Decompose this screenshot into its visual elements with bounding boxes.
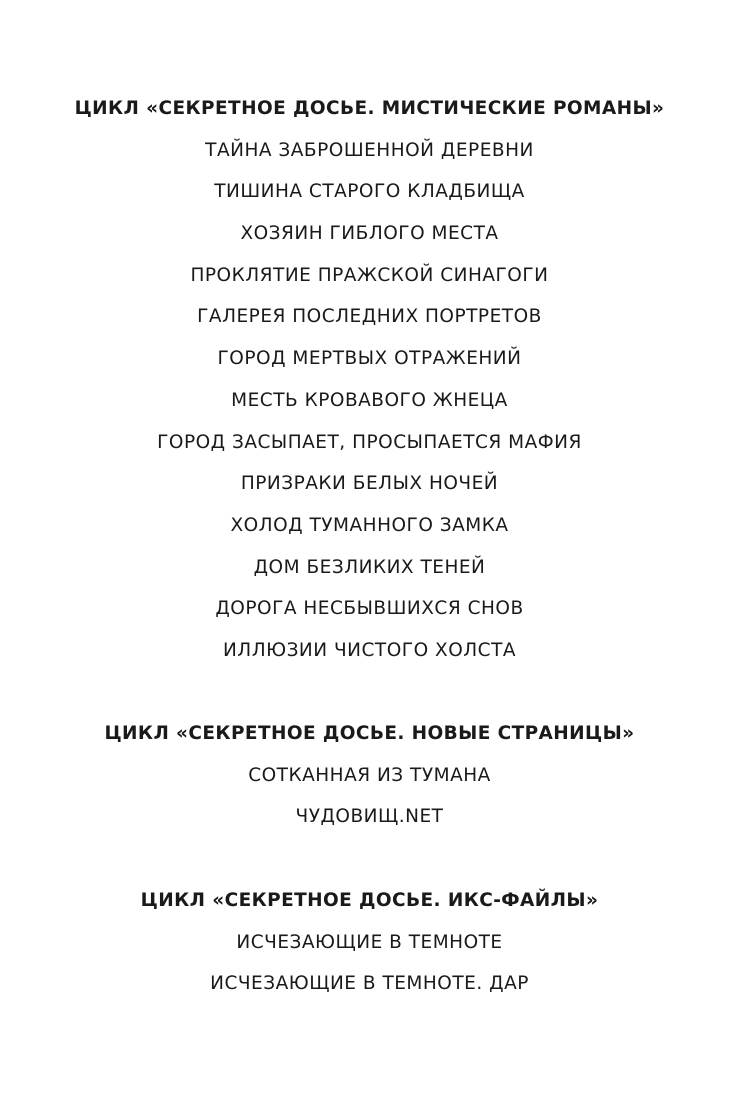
series-title: ЦИКЛ «СЕКРЕТНОЕ ДОСЬЕ. МИСТИЧЕСКИЕ РОМАНЫ» [74,98,665,119]
book-title: ИЛЛЮЗИИ ЧИСТОГО ХОЛСТА [222,639,517,661]
series-section-mystic-novels [0,95,739,665]
book-list [0,929,739,999]
series-title: ЦИКЛ «СЕКРЕТНОЕ ДОСЬЕ. ИКС-ФАЙЛЫ» [140,890,599,911]
book-title: ХОЗЯИН ГИБЛОГО МЕСТА [240,223,499,245]
book-title: ИСЧЕЗАЮЩИЕ В ТЕМНОТЕ. ДАР [210,973,529,995]
book-title: ИСЧЕЗАЮЩИЕ В ТЕМНОТЕ [236,931,503,953]
book-title: ГАЛЕРЕЯ ПОСЛЕДНИХ ПОРТРЕТОВ [197,306,542,328]
series-section-new-pages [0,720,739,831]
book-title: ПРОКЛЯТИЕ ПРАЖСКОЙ СИНАГОГИ [190,264,549,286]
book-title: ГОРОД ЗАСЫПАЕТ, ПРОСЫПАЕТСЯ МАФИЯ [157,431,582,453]
series-title: ЦИКЛ «СЕКРЕТНОЕ ДОСЬЕ. НОВЫЕ СТРАНИЦЫ» [104,723,635,744]
book-title: СОТКАННАЯ ИЗ ТУМАНА [248,764,491,786]
book-title: ПРИЗРАКИ БЕЛЫХ НОЧЕЙ [240,473,499,495]
book-list [0,137,739,665]
book-title: ГОРОД МЕРТВЫХ ОТРАЖЕНИЙ [217,348,522,370]
book-title: МЕСТЬ КРОВАВОГО ЖНЕЦА [231,389,508,411]
book-title: ТИШИНА СТАРОГО КЛАДБИЩА [214,181,525,203]
book-title: ЧУДОВИЩ.NET [295,806,444,828]
book-title: ТАЙНА ЗАБРОШЕННОЙ ДЕРЕВНИ [205,139,534,161]
book-title: ДОРОГА НЕСБЫВШИХСЯ СНОВ [215,598,524,620]
book-list [0,762,739,832]
book-title: ДОМ БЕЗЛИКИХ ТЕНЕЙ [253,556,486,578]
book-title: ХОЛОД ТУМАННОГО ЗАМКА [230,514,509,536]
series-section-x-files [0,887,739,998]
